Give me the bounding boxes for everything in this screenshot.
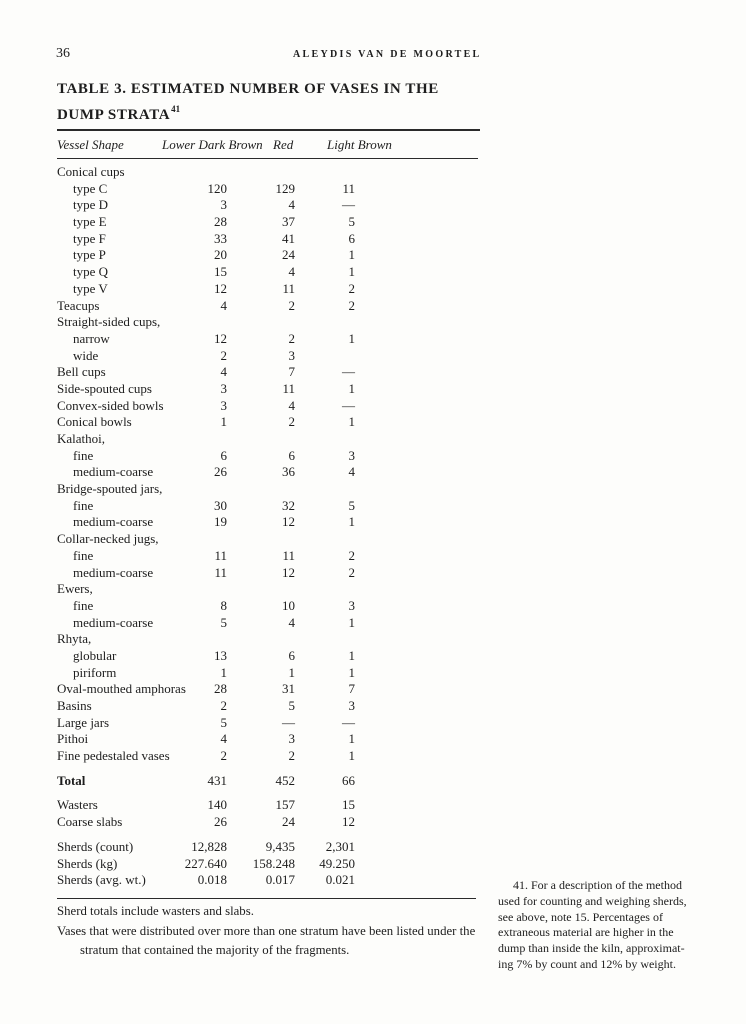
table-row xyxy=(57,648,480,665)
cell-value-red: 6 xyxy=(288,647,295,663)
cell-value-light-brown: 2 xyxy=(348,297,355,313)
table-title-line1: TABLE 3. ESTIMATED NUMBER OF VASES IN THE xyxy=(57,81,439,97)
row-label: Basins xyxy=(57,698,92,713)
cell-value-red: 24 xyxy=(282,247,295,263)
cell-value-lower-dark-brown: 11 xyxy=(214,547,227,563)
cell-value-lower-dark-brown: 19 xyxy=(214,514,227,530)
row-label: Wasters xyxy=(57,797,98,813)
row-label: Bridge-spouted jars, xyxy=(57,481,163,497)
row-label: Bell cups xyxy=(57,364,106,380)
cell-value-red: 11 xyxy=(282,380,295,396)
cell-value-light-brown: 1 xyxy=(348,664,355,680)
row-label: type P xyxy=(73,247,106,263)
cell-value-light-brown: 6 xyxy=(348,230,355,246)
cell-value-red: 4 xyxy=(288,264,295,280)
cell-value-light-brown: 3 xyxy=(348,597,355,613)
row-label: piriform xyxy=(73,664,117,680)
column-header-light-brown: Light Brown xyxy=(327,136,392,152)
row-label: Conical cups xyxy=(57,164,125,179)
row-label: Large jars xyxy=(57,714,110,730)
row-label: Conical bowls xyxy=(57,414,132,430)
cell-value-light-brown: 2 xyxy=(348,280,355,296)
cell-value-red: 41 xyxy=(282,230,295,246)
footnote-line: ing 7% by count and 12% by weight. xyxy=(498,956,676,971)
cell-value-light-brown: 3 xyxy=(348,447,355,463)
cell-value-lower-dark-brown: 13 xyxy=(214,647,227,663)
table-row xyxy=(57,298,480,315)
table-row xyxy=(57,531,480,548)
table-row xyxy=(57,698,480,715)
cell-value-red: 3 xyxy=(288,731,295,747)
cell-value-light-brown: 4 xyxy=(348,464,355,480)
table-row xyxy=(57,839,480,856)
cell-value-lower-dark-brown: 0.018 xyxy=(197,872,227,888)
table-row xyxy=(57,181,480,198)
table-row xyxy=(57,565,480,582)
cell-value-lower-dark-brown: 227.640 xyxy=(184,855,227,871)
row-label: type E xyxy=(73,214,107,230)
cell-value-light-brown: 66 xyxy=(342,772,355,788)
cell-value-lower-dark-brown: 4 xyxy=(220,731,227,747)
row-label: type F xyxy=(73,230,106,246)
cell-value-light-brown: 5 xyxy=(348,214,355,230)
table-note-line: Sherd totals include wasters and slabs. xyxy=(57,904,254,918)
cell-value-lower-dark-brown: 26 xyxy=(214,814,227,830)
column-header-red: Red xyxy=(273,136,294,152)
cell-value-lower-dark-brown: 12 xyxy=(214,330,227,346)
table-row xyxy=(57,281,480,298)
cell-value-light-brown: 15 xyxy=(342,797,355,813)
table-row xyxy=(57,247,480,264)
cell-value-light-brown: 11 xyxy=(342,180,355,196)
table-row xyxy=(57,548,480,565)
cell-value-light-brown: 1 xyxy=(348,380,355,396)
table-title xyxy=(57,79,497,126)
table-row xyxy=(57,231,480,248)
table-row xyxy=(57,797,480,814)
table-row xyxy=(57,748,480,765)
row-label: wide xyxy=(73,347,99,363)
table-note-line: stratum that contained the majority of the fragments. xyxy=(80,943,350,957)
cell-value-red: 2 xyxy=(288,414,295,430)
table-row xyxy=(57,197,480,214)
row-label: Sherds (avg. wt.) xyxy=(57,872,146,888)
cell-value-light-brown: — xyxy=(342,364,355,380)
cell-value-red: 4 xyxy=(288,614,295,630)
cell-value-red: 157 xyxy=(275,797,295,813)
table-header-row xyxy=(57,131,480,158)
table-row xyxy=(57,448,480,465)
row-label: Fine pedestaled vases xyxy=(57,748,170,764)
table-row xyxy=(57,581,480,598)
running-head: ALEYDIS VAN DE MOORTEL xyxy=(293,49,482,60)
table-row xyxy=(57,348,480,365)
table-row xyxy=(57,665,480,682)
table-row xyxy=(57,615,480,632)
row-label: Teacups xyxy=(57,297,100,313)
cell-value-light-brown: 0.021 xyxy=(325,872,355,888)
footnote-line: extraneous material are higher in the xyxy=(498,925,674,940)
cell-value-red: 36 xyxy=(282,464,295,480)
cell-value-lower-dark-brown: 33 xyxy=(214,230,227,246)
cell-value-red: 11 xyxy=(282,280,295,296)
page-number: 36 xyxy=(56,46,70,61)
cell-value-red: 24 xyxy=(282,814,295,830)
footnote-reference: 41 xyxy=(171,104,181,114)
cell-value-red: 452 xyxy=(275,772,295,788)
row-label: type Q xyxy=(73,264,109,280)
row-label: Straight-sided cups, xyxy=(57,314,161,330)
cell-value-lower-dark-brown: 11 xyxy=(214,564,227,580)
cell-value-red: — xyxy=(282,714,295,730)
cell-value-red: 5 xyxy=(288,698,295,713)
cell-value-lower-dark-brown: 2 xyxy=(220,347,227,363)
table-row xyxy=(57,414,480,431)
table-row xyxy=(57,431,480,448)
cell-value-lower-dark-brown: 20 xyxy=(214,247,227,263)
cell-value-lower-dark-brown: 140 xyxy=(207,797,227,813)
row-label: medium-coarse xyxy=(73,564,154,580)
row-label: Collar-necked jugs, xyxy=(57,531,159,547)
table-body xyxy=(57,159,480,898)
row-label: medium-coarse xyxy=(73,614,154,630)
table-row xyxy=(57,814,480,831)
row-label: Convex-sided bowls xyxy=(57,397,164,413)
cell-value-red: 2 xyxy=(288,330,295,346)
column-header-vessel-shape: Vessel Shape xyxy=(57,136,124,152)
row-label: fine xyxy=(73,597,94,613)
row-label: medium-coarse xyxy=(73,464,154,480)
cell-value-lower-dark-brown: 1 xyxy=(220,414,227,430)
table-row xyxy=(57,381,480,398)
cell-value-light-brown: 1 xyxy=(348,514,355,530)
cell-value-light-brown: — xyxy=(342,714,355,730)
cell-value-light-brown: 1 xyxy=(348,264,355,280)
row-label: Ewers, xyxy=(57,581,93,597)
table-row xyxy=(57,464,480,481)
row-label: Side-spouted cups xyxy=(57,380,152,396)
cell-value-red: 12 xyxy=(282,514,295,530)
cell-value-lower-dark-brown: 26 xyxy=(214,464,227,480)
cell-value-red: 129 xyxy=(275,180,295,196)
cell-value-red: 1 xyxy=(288,664,295,680)
cell-value-light-brown: 7 xyxy=(348,681,355,697)
row-label: Sherds (kg) xyxy=(57,855,118,871)
cell-value-red: 11 xyxy=(282,547,295,563)
cell-value-lower-dark-brown: 2 xyxy=(220,748,227,764)
cell-value-red: 10 xyxy=(282,597,295,613)
row-label: type C xyxy=(73,180,108,196)
cell-value-red: 0.017 xyxy=(265,872,295,888)
cell-value-red: 7 xyxy=(288,364,295,380)
footnote-line: dump than inside the kiln, approximat- xyxy=(498,941,685,956)
footnote-line: see above, note 15. Percentages of xyxy=(498,909,663,924)
cell-value-light-brown: 2 xyxy=(348,564,355,580)
cell-value-lower-dark-brown: 3 xyxy=(220,197,227,213)
cell-value-lower-dark-brown: 5 xyxy=(220,614,227,630)
row-label: Oval-mouthed amphoras xyxy=(57,681,186,697)
row-label: medium-coarse xyxy=(73,514,154,530)
cell-value-red: 31 xyxy=(282,681,295,697)
table-row xyxy=(57,856,480,873)
row-label: fine xyxy=(73,547,94,563)
cell-value-light-brown: — xyxy=(342,197,355,213)
row-label: narrow xyxy=(73,330,110,346)
cell-value-lower-dark-brown: 2 xyxy=(220,698,227,713)
row-label: type V xyxy=(73,280,108,296)
table-row xyxy=(57,164,480,181)
row-label: globular xyxy=(73,647,117,663)
table-rule-bottom xyxy=(57,898,476,900)
cell-value-light-brown: 3 xyxy=(348,698,355,713)
row-label: Rhyta, xyxy=(57,631,92,647)
footnote-line: used for counting and weighing sherds, xyxy=(498,893,687,908)
cell-value-red: 4 xyxy=(288,397,295,413)
cell-value-red: 12 xyxy=(282,564,295,580)
cell-value-light-brown: 49.250 xyxy=(319,855,355,871)
row-label: Coarse slabs xyxy=(57,814,123,830)
cell-value-lower-dark-brown: 431 xyxy=(207,772,227,788)
footnote-41 xyxy=(498,878,710,973)
cell-value-light-brown: 1 xyxy=(348,731,355,747)
cell-value-red: 2 xyxy=(288,297,295,313)
table-row xyxy=(57,631,480,648)
cell-value-lower-dark-brown: 12,828 xyxy=(191,838,227,854)
cell-value-lower-dark-brown: 30 xyxy=(214,497,227,513)
cell-value-lower-dark-brown: 6 xyxy=(220,447,227,463)
table-row xyxy=(57,214,480,231)
row-label: Total xyxy=(57,772,86,788)
cell-value-lower-dark-brown: 4 xyxy=(220,364,227,380)
row-label: Sherds (count) xyxy=(57,838,134,854)
cell-value-red: 6 xyxy=(288,447,295,463)
row-label: Kalathoi, xyxy=(57,431,106,446)
table-note-line: Vases that were distributed over more than one stratum have been listed under the xyxy=(57,923,476,938)
cell-value-red: 32 xyxy=(282,497,295,513)
cell-value-lower-dark-brown: 15 xyxy=(214,264,227,280)
cell-value-lower-dark-brown: 3 xyxy=(220,397,227,413)
table-row xyxy=(57,773,480,790)
cell-value-lower-dark-brown: 28 xyxy=(214,681,227,697)
cell-value-light-brown: 1 xyxy=(348,414,355,430)
cell-value-lower-dark-brown: 8 xyxy=(220,597,227,613)
cell-value-light-brown: 2,301 xyxy=(325,838,355,854)
cell-value-lower-dark-brown: 3 xyxy=(220,380,227,396)
cell-value-light-brown: 1 xyxy=(348,748,355,764)
row-label: fine xyxy=(73,497,94,513)
cell-value-lower-dark-brown: 12 xyxy=(214,280,227,296)
cell-value-lower-dark-brown: 5 xyxy=(220,714,227,730)
table-row xyxy=(57,364,480,381)
vases-table xyxy=(57,129,480,899)
cell-value-light-brown: — xyxy=(342,397,355,413)
table-notes xyxy=(57,902,475,961)
cell-value-lower-dark-brown: 4 xyxy=(220,297,227,313)
table-row xyxy=(57,398,480,415)
cell-value-light-brown: 1 xyxy=(348,614,355,630)
row-label: type D xyxy=(73,197,109,213)
cell-value-lower-dark-brown: 120 xyxy=(207,180,227,196)
row-label: fine xyxy=(73,447,94,463)
table-row xyxy=(57,264,480,281)
table-row xyxy=(57,481,480,498)
table-row xyxy=(57,715,480,732)
cell-value-red: 37 xyxy=(282,214,295,230)
table-row xyxy=(57,598,480,615)
row-label: Pithoi xyxy=(57,731,89,747)
table-row xyxy=(57,731,480,748)
table-row xyxy=(57,498,480,515)
cell-value-red: 158.248 xyxy=(252,855,295,871)
table-row xyxy=(57,331,480,348)
table-row xyxy=(57,681,480,698)
table-title-line2: DUMP STRATA xyxy=(57,107,171,123)
cell-value-red: 9,435 xyxy=(265,838,295,854)
cell-value-red: 3 xyxy=(288,347,295,363)
cell-value-lower-dark-brown: 28 xyxy=(214,214,227,230)
cell-value-light-brown: 1 xyxy=(348,647,355,663)
cell-value-light-brown: 2 xyxy=(348,547,355,563)
table-row xyxy=(57,872,480,889)
table-row xyxy=(57,314,480,331)
cell-value-red: 2 xyxy=(288,748,295,764)
cell-value-red: 4 xyxy=(288,197,295,213)
footnote-line: 41. For a description of the method xyxy=(513,878,682,892)
cell-value-light-brown: 1 xyxy=(348,247,355,263)
column-header-lower-dark-brown: Lower Dark Brown xyxy=(162,136,263,152)
cell-value-light-brown: 5 xyxy=(348,497,355,513)
table-row xyxy=(57,514,480,531)
cell-value-light-brown: 12 xyxy=(342,814,355,830)
cell-value-light-brown: 1 xyxy=(348,330,355,346)
cell-value-lower-dark-brown: 1 xyxy=(220,664,227,680)
